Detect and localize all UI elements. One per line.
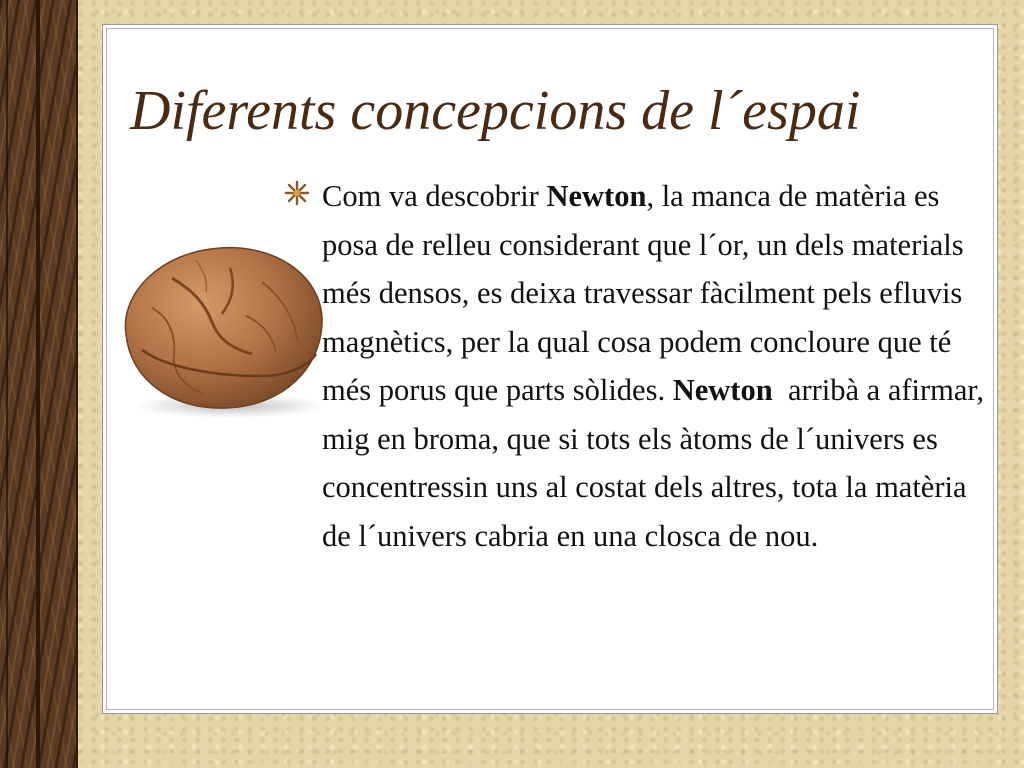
text-run-bold: Newton [546, 179, 647, 213]
bullet-paragraph [322, 172, 990, 560]
wood-border-strip [0, 0, 78, 768]
star-burst-bullet-icon [284, 180, 310, 206]
slide-title: Diferents concepcions de l´espai [130, 80, 861, 142]
text-run: Com va descobrir [322, 179, 547, 213]
walnut-icon [112, 238, 336, 422]
text-run: arribà a afirmar, mig en broma, que si tots els àtoms de l´univers es concentressin uns al costat dels altres, tota la matèria de l´univers cabria en una closca de nou. [322, 373, 992, 553]
text-run-bold: Newton [672, 373, 773, 407]
text-run: , la manca de matèria es posa de relleu considerant que l´or, un dels materials més densos, es deixa travessar fàcilment pels efluvis magnètics, per la qual cosa podem concloure que té més porus que parts sòlides. [322, 179, 964, 407]
